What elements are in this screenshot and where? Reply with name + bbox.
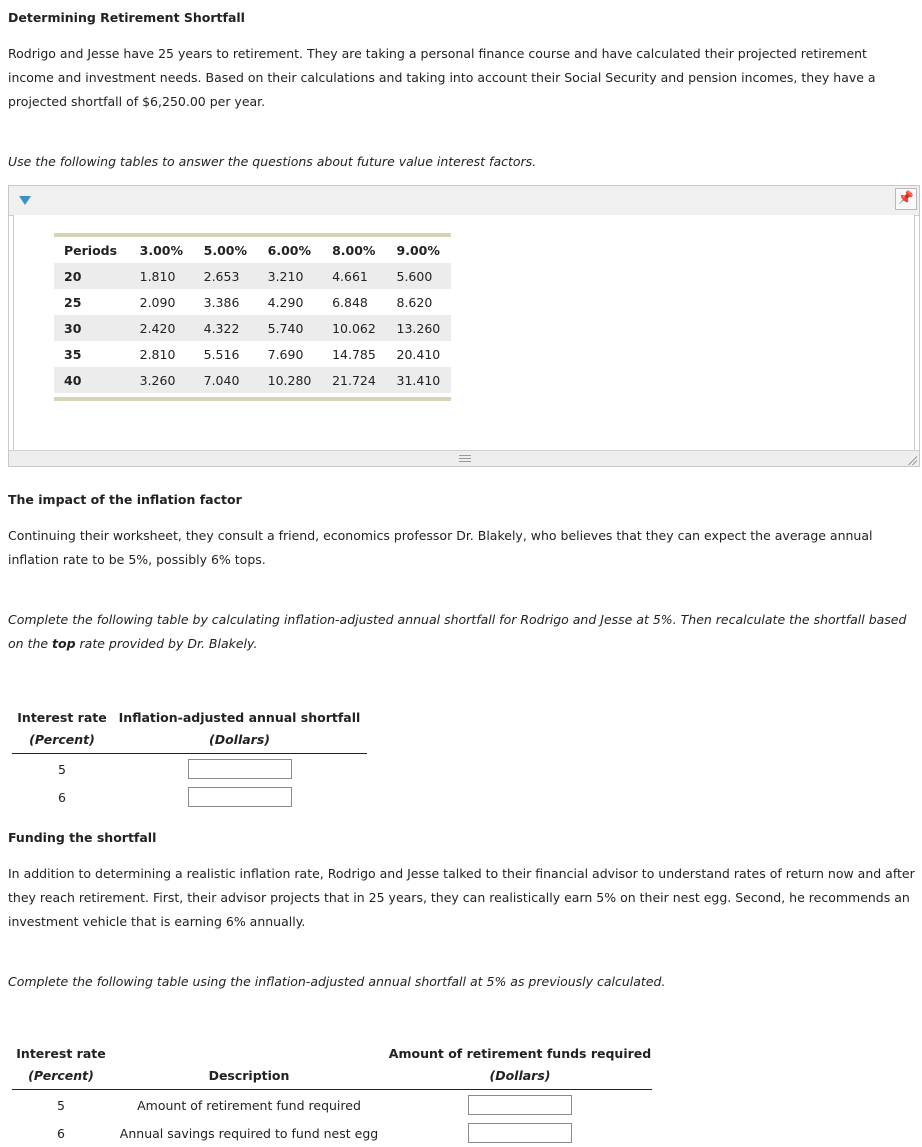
panel-header[interactable] <box>9 186 919 216</box>
col-header <box>12 1043 110 1090</box>
factor-cell: 6.848 <box>332 294 368 310</box>
rate-cell: 6 <box>58 789 66 805</box>
factor-cell: 1.810 <box>130 263 194 289</box>
pin-icon[interactable]: 📌 <box>895 188 917 210</box>
instr-text: rate provided by Dr. Blakely. <box>79 636 258 651</box>
instr-bold: top <box>52 636 76 651</box>
funding-heading: Funding the shortfall <box>8 830 157 845</box>
factor-cell: 5.740 <box>258 315 322 341</box>
triangle-down-icon[interactable] <box>19 196 31 205</box>
col-header <box>12 707 112 754</box>
use-tables-instruction: Use the following tables to answer the questions about future value interest factors. <box>8 154 537 169</box>
factor-cell: 4.322 <box>194 315 258 341</box>
factor-cell: 2.653 <box>194 263 258 289</box>
fvif-header-row <box>54 237 451 263</box>
col-header-label: Amount of retirement funds required <box>388 1046 652 1061</box>
factor-cell: 10.062 <box>322 315 386 341</box>
fvif-header: Periods <box>64 242 118 258</box>
factor-cell: 8.620 <box>396 294 433 310</box>
description-cell: Annual savings required to fund nest egg <box>119 1125 379 1141</box>
col-header <box>112 707 367 754</box>
rate-cell: 5 <box>58 761 66 777</box>
intro-paragraph: Rodrigo and Jesse have 25 years to retirement. They are taking a personal finance course and have calculated their projected retirement income and investment needs. Based on their calculations and taking into account their Social Security and pension incomes, they have a projected shortfall of $6,250.00 per year. <box>8 46 876 109</box>
shortfall-cell <box>112 783 367 811</box>
factor-cell: 31.410 <box>387 367 452 393</box>
factor-cell: 3.210 <box>258 263 322 289</box>
factor-cell: 13.260 <box>387 315 452 341</box>
fvif-table-wrapper <box>54 233 451 401</box>
table-row <box>12 783 367 811</box>
col-header-unit: (Percent) <box>28 1068 94 1083</box>
factor-cell: 2.090 <box>139 294 176 310</box>
panel-footer <box>9 450 919 466</box>
amount-cell <box>388 1119 652 1147</box>
inflation-instruction <box>8 608 916 656</box>
funding-paragraph: In addition to determining a realistic inflation rate, Rodrigo and Jesse talked to their financial advisor to understand rates of return now and after they reach retirement. First, their advisor projects that in 25 years, they can realistically earn 5% on their nest egg. Second, he recommends an investment vehicle that is earning 6% annually. <box>8 866 915 929</box>
col-header-label: Interest rate <box>16 1046 106 1061</box>
rate-cell: 6 <box>57 1125 65 1141</box>
period-cell: 20 <box>54 263 130 289</box>
period-cell: 40 <box>54 367 130 393</box>
funding-header-row <box>12 1043 652 1090</box>
table-row <box>12 1090 652 1120</box>
table-row <box>54 341 451 367</box>
inflation-header-row <box>12 707 367 754</box>
funding-table <box>12 1043 652 1147</box>
col-header-unit: (Dollars) <box>209 732 270 747</box>
rate-cell: 5 <box>57 1097 65 1113</box>
grip-icon[interactable] <box>459 455 471 462</box>
period-cell: 25 <box>64 294 82 310</box>
description-cell: Amount of retirement fund required <box>137 1097 361 1113</box>
col-header-label: Interest rate <box>17 710 107 725</box>
table-bottom-rule <box>54 397 451 401</box>
fvif-table <box>54 237 451 393</box>
col-header <box>388 1043 652 1090</box>
amount-cell <box>388 1090 652 1120</box>
fvif-header: 8.00% <box>332 242 376 258</box>
shortfall-5-input[interactable] <box>188 759 292 779</box>
table-row <box>54 289 451 315</box>
period-cell: 35 <box>64 346 82 362</box>
col-header: Description <box>208 1068 290 1083</box>
table-row <box>12 1119 652 1147</box>
retirement-fund-input[interactable] <box>468 1095 572 1115</box>
factor-cell: 21.724 <box>322 367 386 393</box>
table-row <box>12 754 367 784</box>
factor-cell: 4.661 <box>322 263 386 289</box>
factor-cell: 20.410 <box>396 346 441 362</box>
col-header-label: Inflation-adjusted annual shortfall <box>118 710 361 725</box>
inflation-heading: The impact of the inflation factor <box>8 492 242 507</box>
factor-cell: 2.420 <box>130 315 194 341</box>
factor-cell: 4.290 <box>267 294 304 310</box>
resize-icon[interactable] <box>907 455 917 465</box>
fvif-header: 3.00% <box>139 242 183 258</box>
annual-savings-input[interactable] <box>468 1123 572 1143</box>
fvif-header: 5.00% <box>203 242 247 258</box>
factor-cell: 10.280 <box>258 367 322 393</box>
factor-cell: 2.810 <box>139 346 176 362</box>
factor-cell: 7.040 <box>194 367 258 393</box>
factor-cell: 5.516 <box>203 346 240 362</box>
shortfall-cell <box>112 754 367 784</box>
col-header-unit: (Percent) <box>29 732 95 747</box>
factor-cell: 3.386 <box>203 294 240 310</box>
table-row <box>54 315 451 341</box>
factor-cell: 5.600 <box>387 263 452 289</box>
factor-cell: 3.260 <box>130 367 194 393</box>
fvif-header: 9.00% <box>396 242 440 258</box>
period-cell: 30 <box>54 315 130 341</box>
inflation-table <box>12 707 367 811</box>
factor-cell: 7.690 <box>267 346 304 362</box>
page-title: Determining Retirement Shortfall <box>8 10 245 25</box>
col-header-unit: (Dollars) <box>489 1068 551 1083</box>
fvif-header: 6.00% <box>267 242 311 258</box>
factor-cell: 14.785 <box>332 346 376 362</box>
table-row <box>54 263 451 289</box>
shortfall-6-input[interactable] <box>188 787 292 807</box>
inflation-paragraph: Continuing their worksheet, they consult a friend, economics professor Dr. Blakely, who believes that they can expect the average annual inflation rate to be 5%, possibly 6% tops. <box>8 528 873 567</box>
table-row <box>54 367 451 393</box>
instr-text: Complete the following table by calculating inflation-adjusted annual shortfall for Rodrigo and Jesse at 5%. Then recalculate the shortfall based on the <box>8 612 907 651</box>
funding-instruction: Complete the following table using the inflation-adjusted annual shortfall at 5% as previously calculated. <box>8 974 666 989</box>
